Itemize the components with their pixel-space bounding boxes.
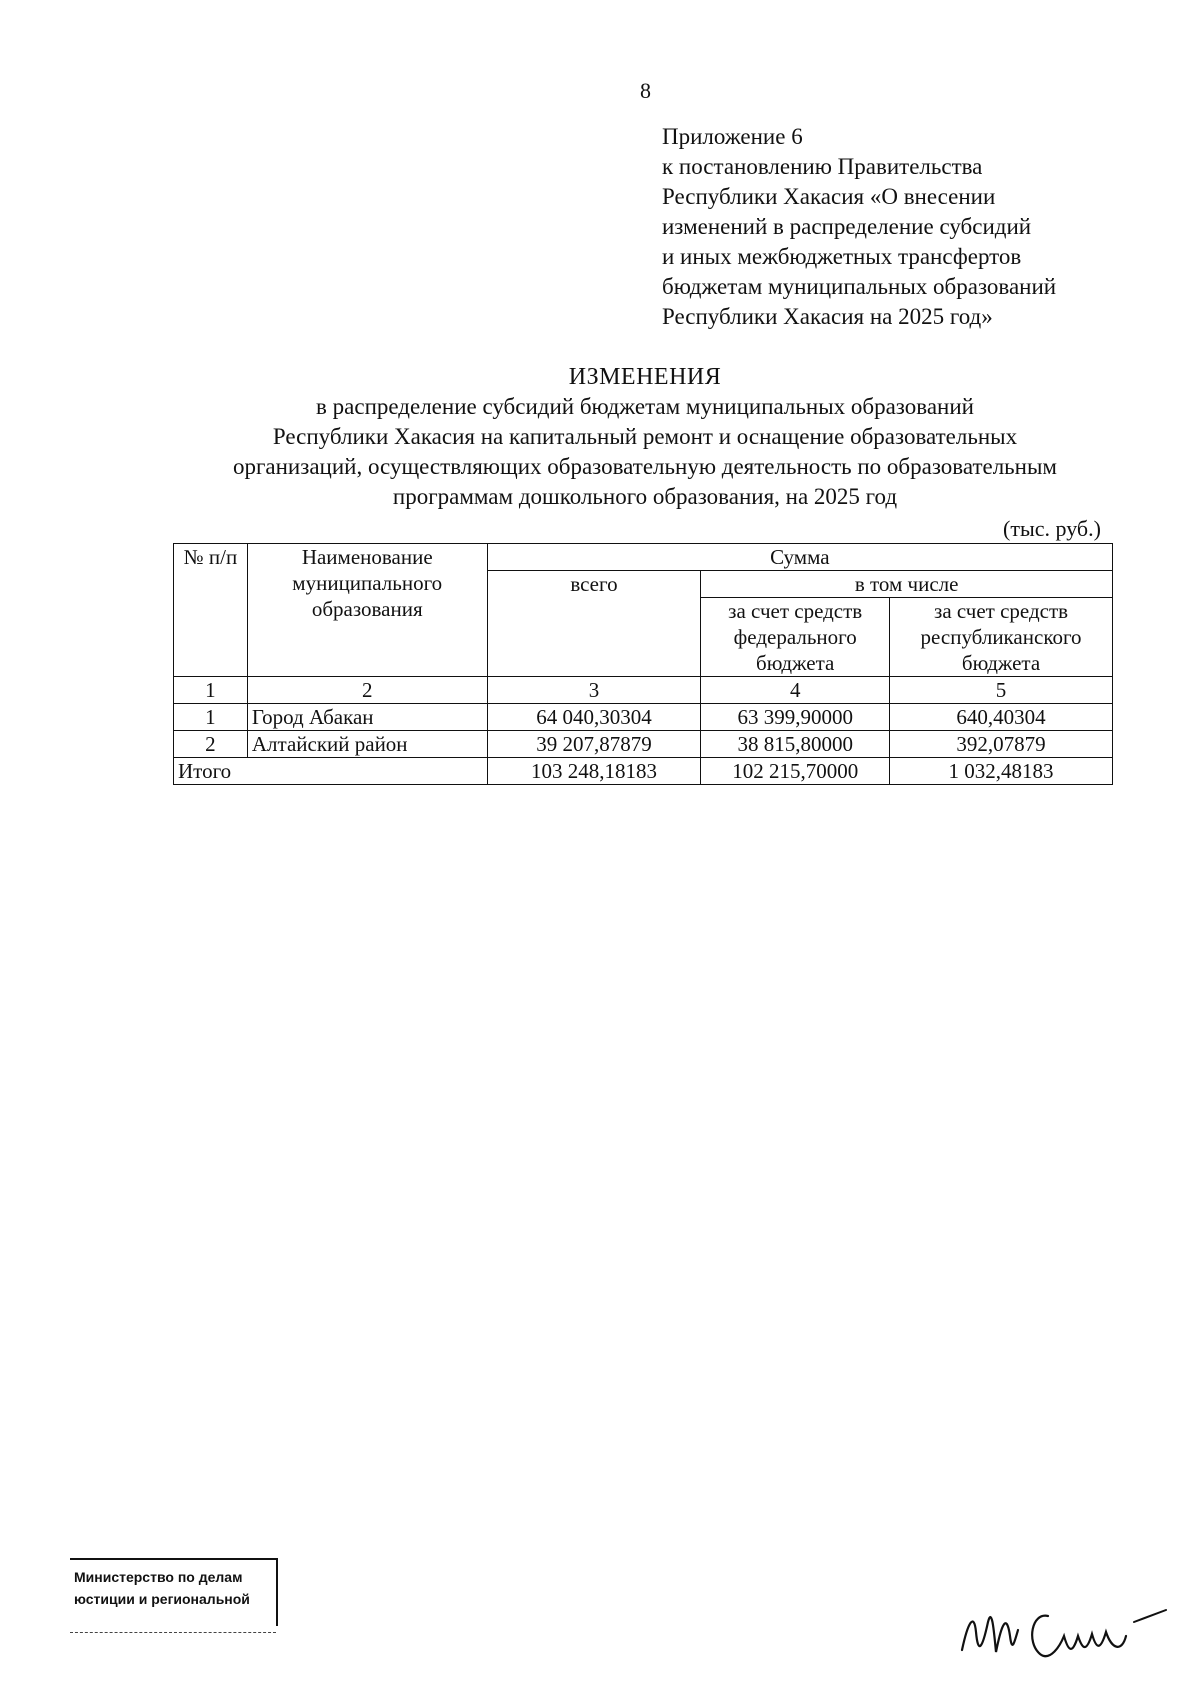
column-number: 1 bbox=[174, 677, 248, 704]
appendix-line: Республики Хакасия на 2025 год» bbox=[662, 304, 993, 329]
header-including: в том числе bbox=[701, 571, 1113, 598]
row-num: 1 bbox=[174, 704, 248, 731]
column-number: 4 bbox=[701, 677, 890, 704]
row-federal: 63 399,90000 bbox=[701, 704, 890, 731]
column-number-row bbox=[174, 677, 1113, 704]
column-number: 3 bbox=[487, 677, 701, 704]
totals-row bbox=[174, 758, 1113, 785]
row-name: Город Абакан bbox=[247, 704, 487, 731]
row-num: 2 bbox=[174, 731, 248, 758]
signature-stroke bbox=[1032, 1616, 1126, 1657]
totals-federal: 102 215,70000 bbox=[701, 758, 890, 785]
header-row bbox=[174, 544, 1113, 571]
column-number: 2 bbox=[247, 677, 487, 704]
appendix-line: бюджетам муниципальных образований bbox=[662, 274, 1057, 299]
totals-total: 103 248,18183 bbox=[487, 758, 701, 785]
header-republican: за счет средств республиканского бюджета bbox=[890, 598, 1113, 677]
signature bbox=[956, 1592, 1172, 1670]
appendix-line: Республики Хакасия «О внесении bbox=[662, 184, 996, 209]
totals-republican: 1 032,48183 bbox=[890, 758, 1113, 785]
table-row bbox=[174, 731, 1113, 758]
header-federal: за счет средств федерального бюджета bbox=[701, 598, 890, 677]
units-label: (тыс. руб.) bbox=[1003, 516, 1101, 541]
appendix-line: к постановлению Правительства bbox=[662, 154, 983, 179]
stamp-divider bbox=[70, 1632, 276, 1633]
appendix-line: Приложение 6 bbox=[662, 124, 803, 149]
row-total: 64 040,30304 bbox=[487, 704, 701, 731]
header-total: всего bbox=[487, 571, 701, 677]
appendix-heading bbox=[662, 122, 1056, 332]
signature-stroke bbox=[1134, 1610, 1166, 1622]
table-row bbox=[174, 704, 1113, 731]
title-line: программам дошкольного образования, на 2025 год bbox=[392, 484, 898, 509]
signature-stroke bbox=[962, 1617, 1018, 1652]
stamp-text bbox=[74, 1566, 274, 1610]
page-number: 8 bbox=[640, 78, 651, 103]
title-line: в распределение субсидий бюджетам муниципальных образований bbox=[316, 394, 974, 419]
title-line: организаций, осуществляющих образовательную деятельность по образовательным bbox=[232, 454, 1057, 479]
totals-label: Итого bbox=[174, 758, 488, 785]
row-name: Алтайский район bbox=[247, 731, 487, 758]
column-number: 5 bbox=[890, 677, 1113, 704]
row-republican: 392,07879 bbox=[890, 731, 1113, 758]
appendix-line: изменений в распределение субсидий bbox=[662, 214, 1032, 239]
stamp-line: Министерство по делам bbox=[74, 1569, 243, 1585]
title-main: ИЗМЕНЕНИЯ bbox=[568, 364, 722, 390]
row-republican: 640,40304 bbox=[890, 704, 1113, 731]
ministry-stamp bbox=[70, 1558, 278, 1626]
header-name: Наименование муниципального образования bbox=[247, 544, 487, 677]
header-sum: Сумма bbox=[487, 544, 1112, 571]
stamp-line: юстиции и региональной bbox=[74, 1591, 250, 1607]
header-num: № п/п bbox=[174, 544, 248, 677]
row-total: 39 207,87879 bbox=[487, 731, 701, 758]
subsidy-table bbox=[173, 543, 1113, 785]
appendix-line: и иных межбюджетных трансфертов bbox=[662, 244, 1022, 269]
row-federal: 38 815,80000 bbox=[701, 731, 890, 758]
title-line: Республики Хакасия на капитальный ремонт и оснащение образовательных bbox=[272, 424, 1018, 449]
document-title bbox=[150, 362, 1140, 512]
